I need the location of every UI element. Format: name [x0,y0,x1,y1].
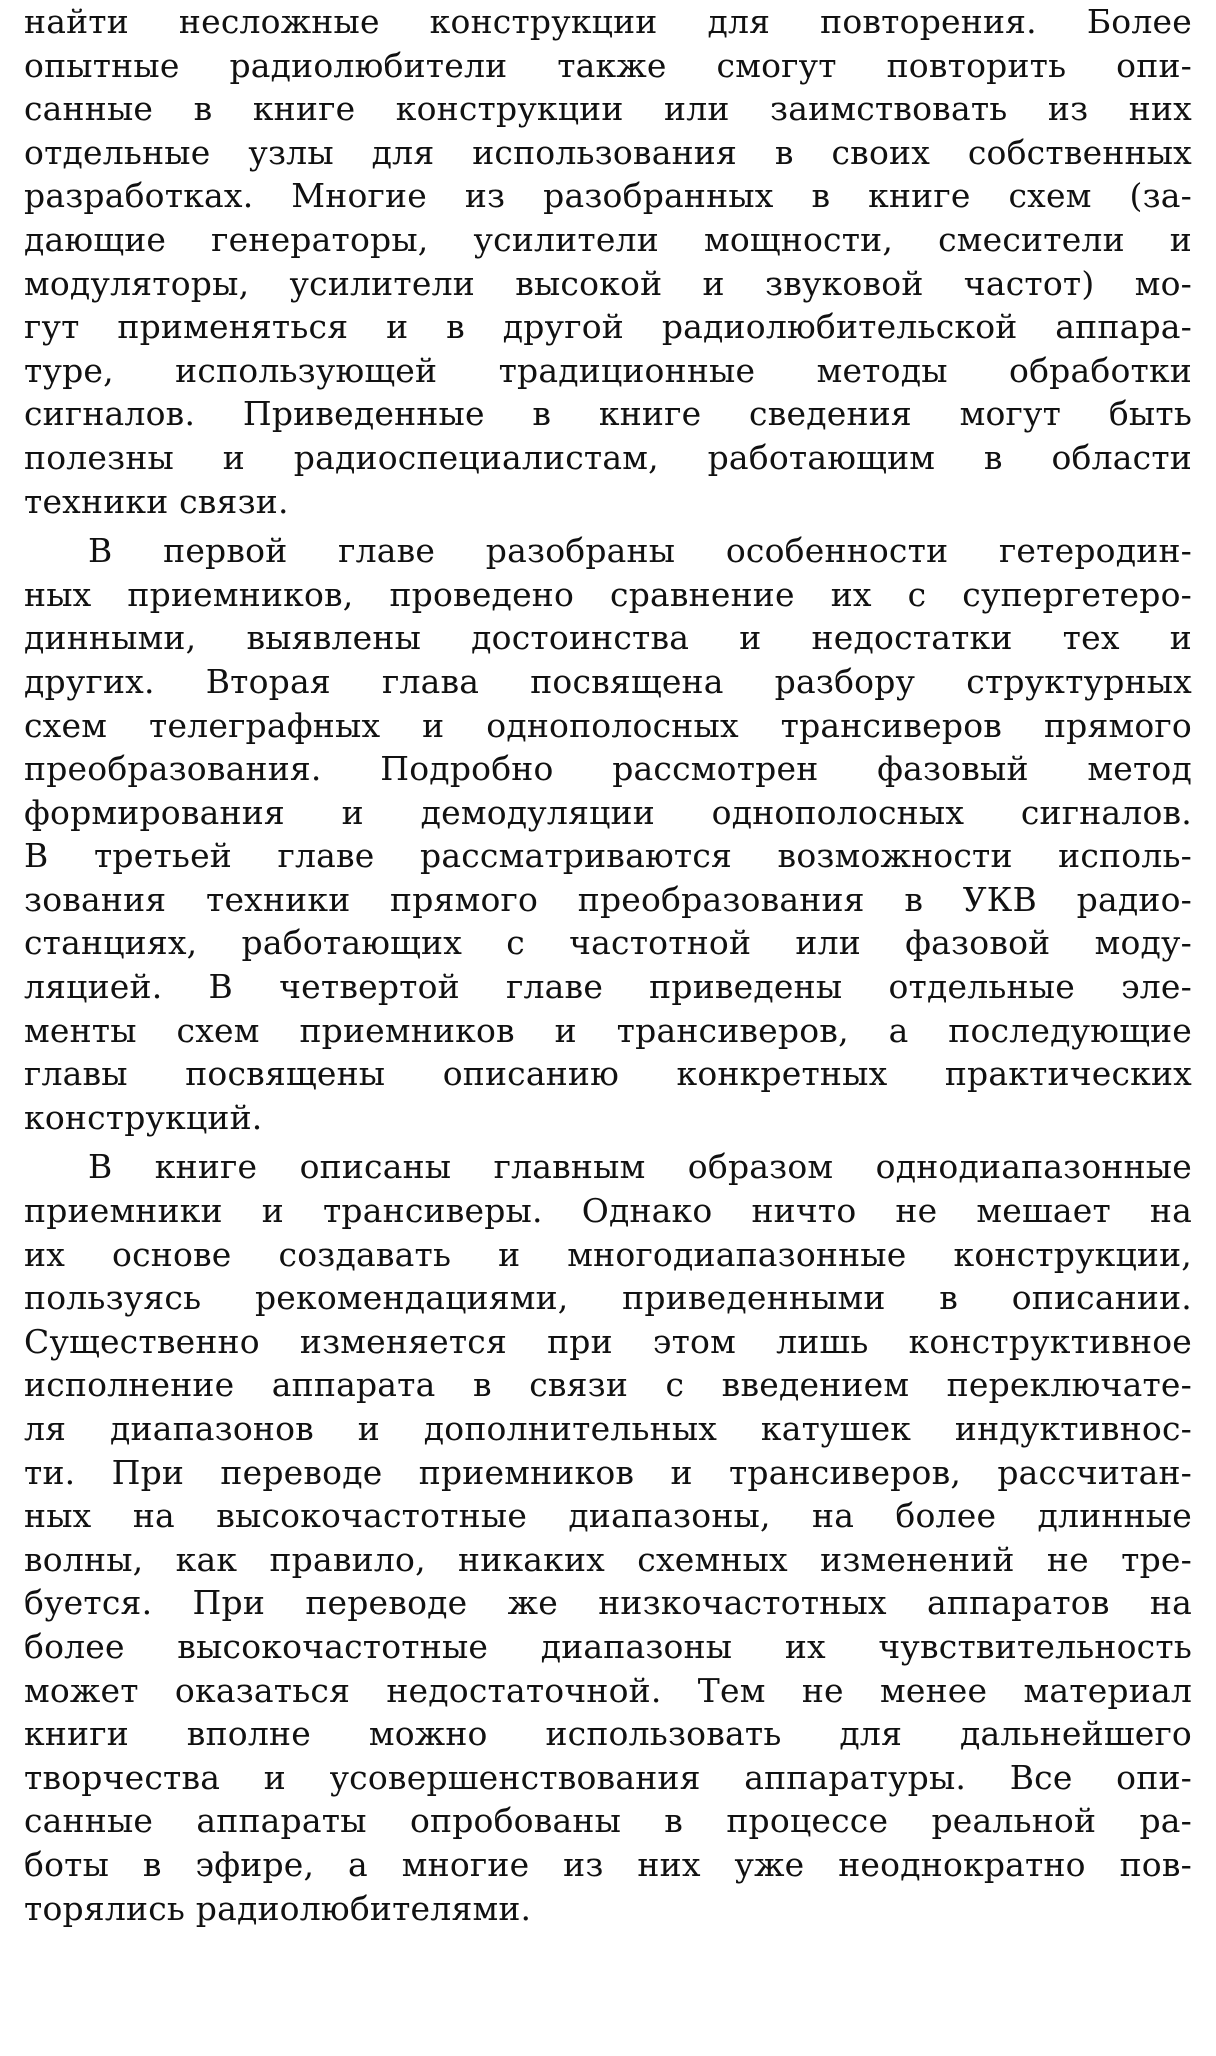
text-line: В книге описаны главным образом однодиапазонные [88,1147,1192,1187]
text-line: конструкций. [24,1097,263,1137]
text-line: волны, как правило, никаких схемных изменений не тре- [24,1539,1192,1579]
text-line: ных приемников, проведено сравнение их с супергетеро- [24,574,1192,614]
text-line: туре, использующей традиционные методы обработки [24,350,1192,390]
text-line: гут применяться и в другой радиолюбительской аппара- [24,307,1192,347]
text-line: буется. При переводе же низкочастотных аппаратов на [24,1583,1192,1623]
paragraph [24,1145,1192,1930]
text-line: зования техники прямого преобразования в УКВ радио- [24,879,1192,919]
paragraph [24,0,1192,523]
text-line: дающие генераторы, усилители мощности, смесители и [24,219,1192,259]
text-line: ля диапазонов и дополнительных катушек индуктивнос- [24,1409,1192,1448]
text-line: боты в эфире, а многие из них уже неоднократно пов- [24,1844,1192,1884]
text-line: ти. При переводе приемников и трансиверов, рассчитан- [24,1452,1192,1492]
text-line: В третьей главе рассматриваются возможности исполь- [24,836,1192,876]
text-line: торялись радиолюбителями. [24,1888,532,1928]
text-line: разработках. Многие из разобранных в книге схем (за- [24,176,1192,216]
text-line: формирования и демодуляции однополосных сигналов. [24,792,1192,832]
text-line: других. Вторая глава посвящена разбору структурных [24,661,1192,701]
text-line: динными, выявлены достоинства и недостатки тех и [24,618,1192,658]
text-line: опытные радиолюбители также смогут повторить опи- [24,45,1192,85]
text-line: ных на высокочастотные диапазоны, на более длинные [24,1496,1192,1536]
text-line: сигналов. Приведенные в книге сведения могут быть [24,394,1192,434]
text-line: исполнение аппарата в связи с введением переключате- [24,1365,1192,1405]
paragraph [24,529,1192,1139]
text-line: их основе создавать и многодиапазонные конструкции, [24,1234,1192,1274]
text-line: схем телеграфных и однополосных трансиверов прямого [24,705,1192,745]
text-line: Существенно изменяется при этом лишь конструктивное [24,1321,1192,1361]
text-line: отдельные узлы для использования в своих собственных [24,132,1192,172]
text-line: В первой главе разобраны особенности гетеродин- [88,531,1192,571]
text-line: техники связи. [24,481,289,521]
text-line: творчества и усовершенствования аппаратуры. Все опи- [24,1757,1192,1797]
text-line: полезны и радиоспециалистам, работающим в области [24,437,1192,477]
text-line: более высокочастотные диапазоны их чувствительность [24,1626,1192,1666]
text-line: ляцией. В четвертой главе приведены отдельные эле- [24,967,1192,1007]
text-line: может оказаться недостаточной. Тем не менее материал [24,1670,1192,1710]
text-line: санные в книге конструкции или заимствовать из них [24,89,1192,129]
text-line: пользуясь рекомендациями, приведенными в описании. [24,1278,1192,1318]
text-line: модуляторы, усилители высокой и звуковой частот) мо- [24,263,1192,303]
text-line: станциях, работающих с частотной или фазовой моду- [24,923,1192,963]
text-line: менты схем приемников и трансиверов, а последующие [24,1010,1192,1050]
text-line: санные аппараты опробованы в процессе реальной ра- [24,1801,1192,1841]
text-line: найти несложные конструкции для повторения. Более [24,2,1192,41]
text-line: приемники и трансиверы. Однако ничто не мешает на [24,1191,1192,1231]
page-text [24,0,1192,1930]
text-line: книги вполне можно использовать для дальнейшего [24,1714,1192,1754]
text-line: главы посвящены описанию конкретных практических [24,1054,1192,1094]
text-line: преобразования. Подробно рассмотрен фазовый метод [24,749,1192,789]
